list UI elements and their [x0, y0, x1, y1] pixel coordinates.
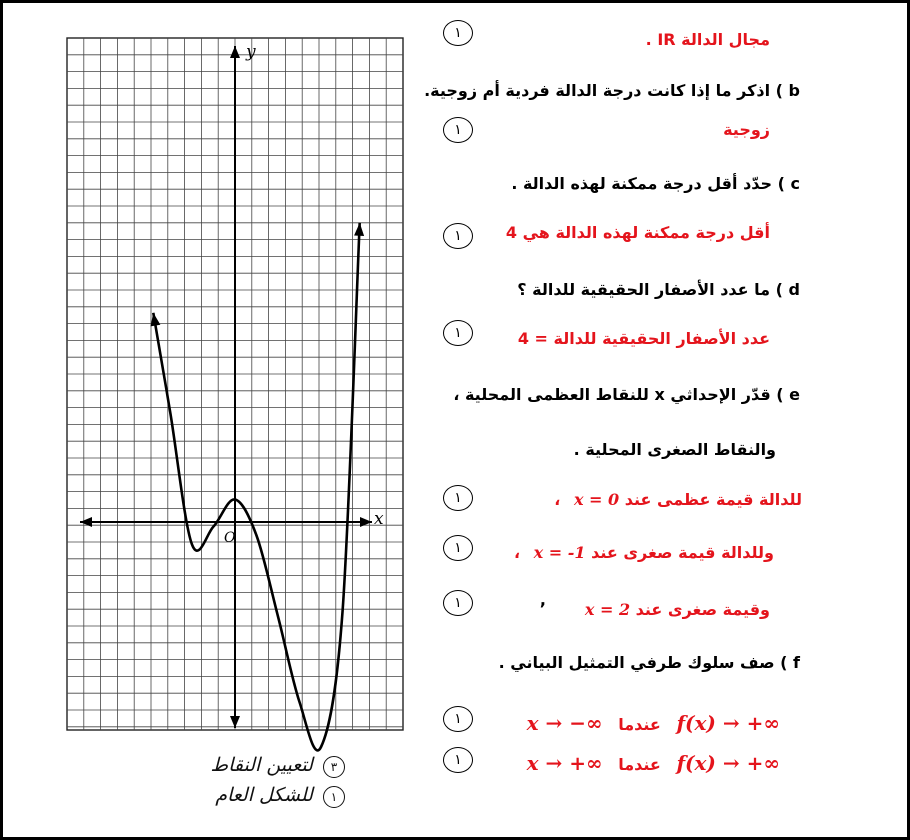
answer-e-max-text: للدالة قيمة عظمى عند	[624, 490, 802, 509]
x-axis-label: x	[374, 509, 384, 529]
origin-label: O	[224, 530, 236, 546]
y-axis-label: y	[246, 42, 256, 62]
answer-c: أقل درجة ممكنة لهذه الدالة هي 4	[505, 223, 770, 242]
question-c: c ) حدّد أقل درجة ممكنة لهذه الدالة .	[511, 174, 800, 193]
answer-f2-x: x → +∞	[526, 751, 603, 775]
question-e-line2: والنقاط الصغرى المحلية .	[573, 440, 776, 459]
answer-e-min2-text: وقيمة صغرى عند	[635, 600, 770, 619]
score-mark-f2: ١	[443, 747, 473, 773]
answer-f1-when: عندما	[618, 715, 661, 734]
y-axis-arrow-down	[230, 716, 240, 728]
answer-e-max	[554, 490, 802, 509]
answer-domain: مجال الدالة IR .	[645, 30, 770, 49]
answer-e-min1	[514, 543, 774, 562]
score-mark-e2: ١	[443, 535, 473, 561]
answer-e-min1-math: x = -1	[533, 543, 586, 562]
score-mark-d: ١	[443, 320, 473, 346]
y-axis-arrow-up	[230, 46, 240, 58]
answer-e-min2	[585, 600, 770, 619]
answer-f1-x: x → −∞	[526, 711, 603, 735]
question-f: f ) صف سلوك طرفي التمثيل البياني .	[498, 653, 800, 672]
answer-e-min1-sep: ،	[514, 543, 521, 562]
answer-f2-when: عندما	[618, 755, 661, 774]
handwritten-note-1	[211, 754, 345, 778]
curve-arrow-right-end	[354, 223, 364, 236]
score-mark-domain: ١	[443, 20, 473, 46]
question-e-line1: e ) قدّر الإحداثي x للنقاط العظمى المحلية ،	[453, 385, 800, 404]
answer-e-max-math: x = 0	[573, 490, 620, 509]
handwritten-note-2	[215, 784, 345, 808]
curve-arrow-left-end	[151, 313, 161, 327]
score-mark-f1: ١	[443, 706, 473, 732]
answer-e-max-sep: ،	[554, 490, 561, 509]
handwritten-text-1: لتعيين النقاط	[210, 754, 313, 776]
answer-e-min2-math: x = 2	[584, 600, 631, 619]
answer-f2-fx: f(x) → +∞	[676, 751, 780, 775]
answer-b: زوجية	[723, 120, 770, 139]
score-mark-e1: ١	[443, 485, 473, 511]
score-mark-c: ١	[443, 223, 473, 249]
answer-e-comma: ,	[539, 590, 546, 609]
answer-f1-fx: f(x) → +∞	[676, 711, 780, 735]
handwritten-mark-2: ١	[323, 786, 345, 808]
handwritten-mark-1: ٣	[323, 756, 345, 778]
score-mark-b: ١	[443, 117, 473, 143]
answer-e-min1-text: وللدالة قيمة صغرى عند	[591, 543, 774, 562]
handwritten-text-2: للشكل العام	[215, 784, 313, 806]
curve-end-arrows	[151, 223, 365, 327]
question-b: b ) اذكر ما إذا كانت درجة الدالة فردية أم زوجية.	[424, 81, 800, 100]
score-mark-e3: ١	[443, 590, 473, 616]
answer-f1	[527, 711, 780, 735]
question-d: d ) ما عدد الأصفار الحقيقية للدالة ؟	[517, 280, 800, 299]
answer-d: عدد الأصفار الحقيقية للدالة = 4	[517, 329, 770, 348]
answer-f2	[527, 751, 780, 775]
